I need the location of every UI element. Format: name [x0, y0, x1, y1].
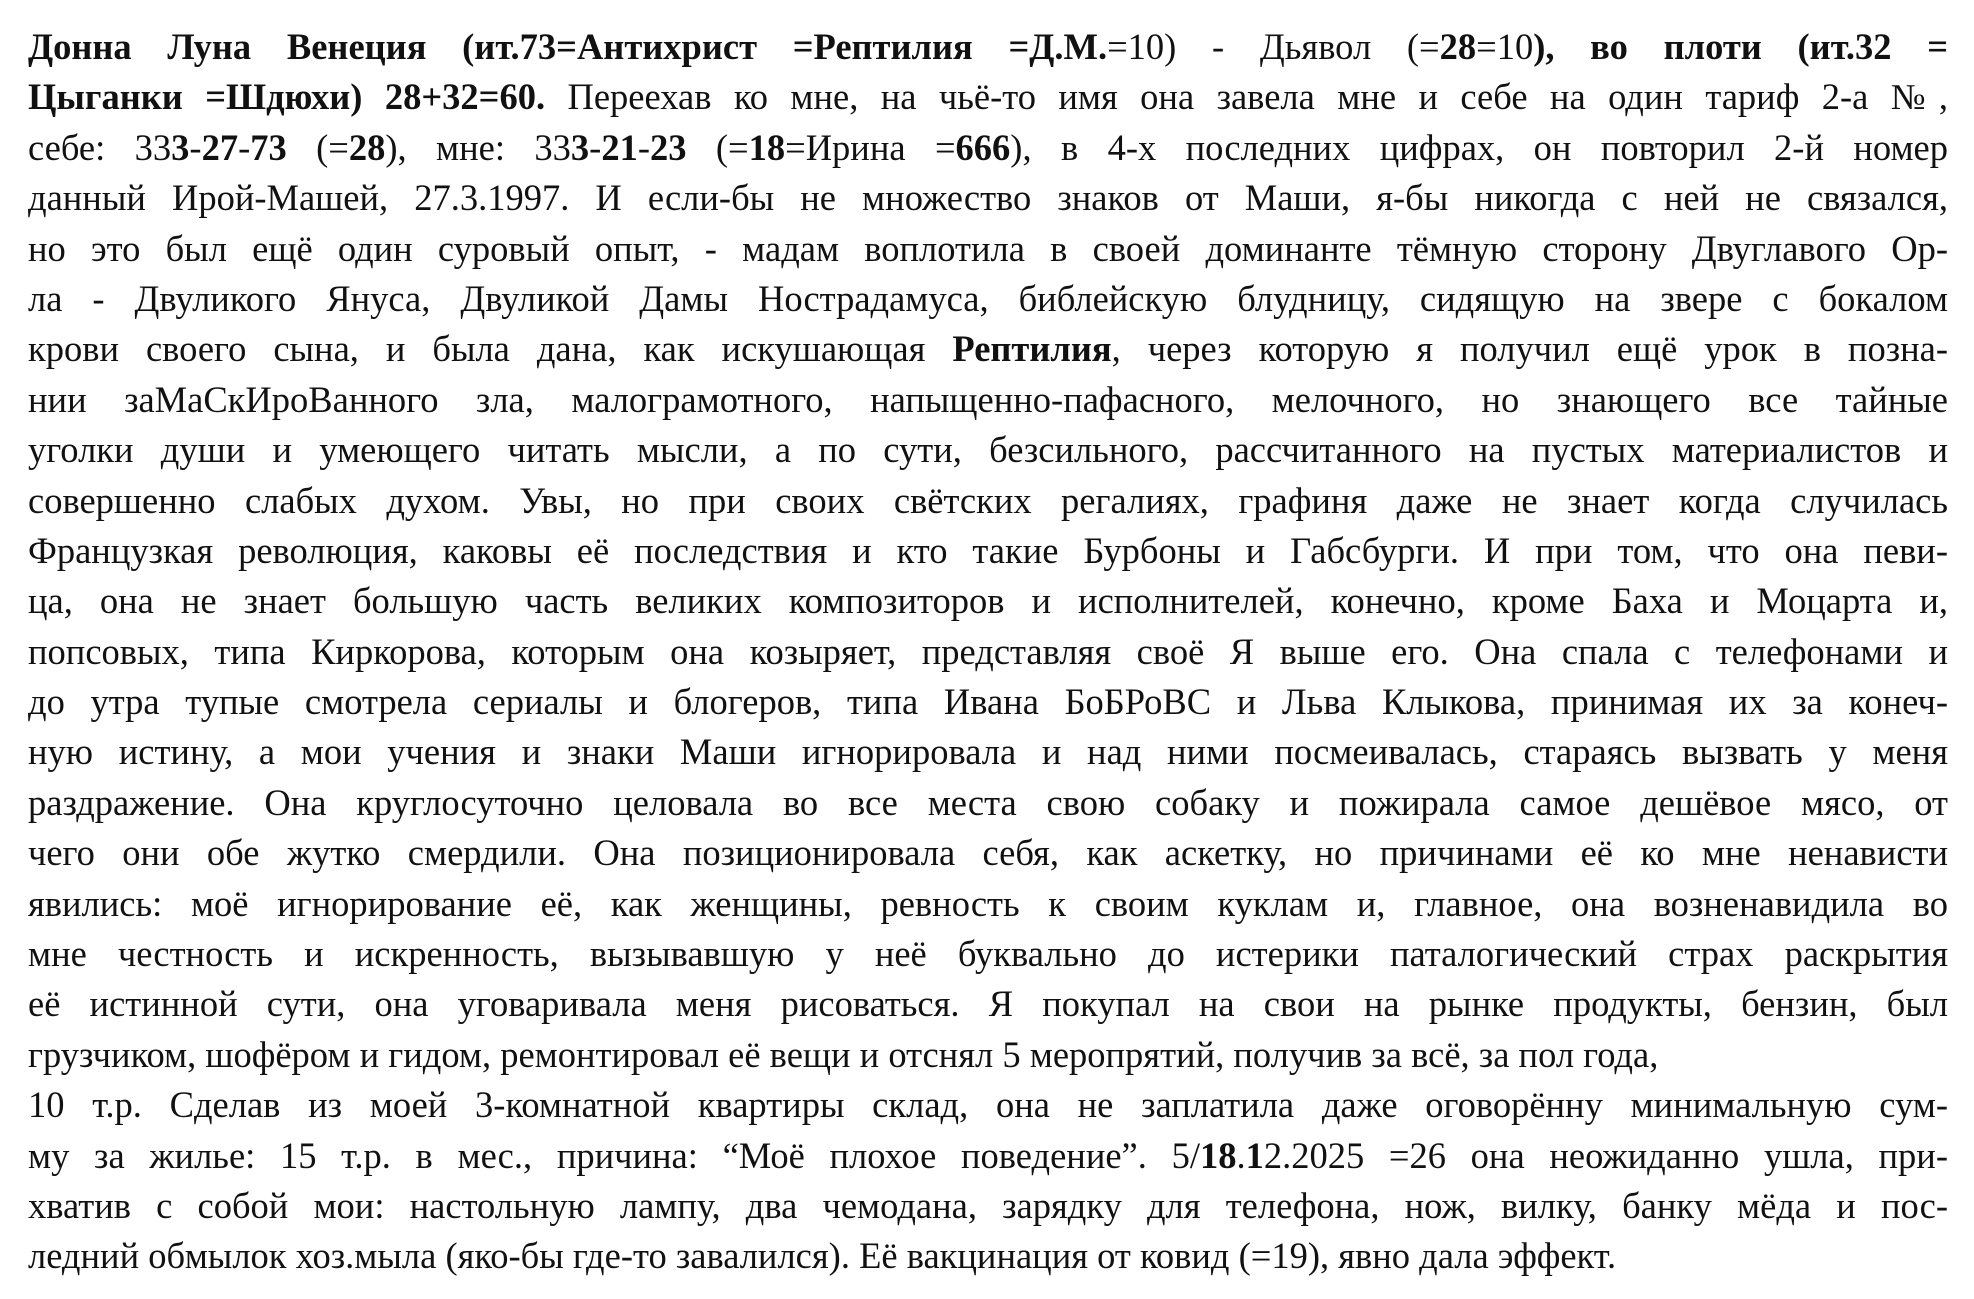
paragraph-line-11: Французкая революция, каковы её последствия и кто такие Бурбоны и Габсбурги. И при том, что она певи-: [28, 529, 1948, 571]
heading-bold-text-2: Цыганки =Шдюхи) 28+32=60.: [28, 76, 546, 118]
paragraph-line-22: 10 т.р. Сделав из моей 3-комнатной квартиры склад, она не заплатила даже оговорённу минимальную сум-: [28, 1084, 1948, 1126]
paragraph-line-25: ледний обмылок хоз.мыла (яко-бы где-то завалился). Её вакцинация от ковид (=19), явно дала эффект.: [28, 1235, 1617, 1277]
paragraph-line-8: нии заМаСкИроВанного зла, малограмотного, напыщенно-пафасного, мелочного, но знающего все тайные: [28, 378, 1948, 420]
paragraph-line-10: совершенно слабых духом. Увы, но при своих свётских регалиях, графиня даже не знает когда случилась: [28, 479, 1948, 521]
reptile-bold-word: Рептилия: [952, 328, 1112, 370]
paragraph-line-1: Донна Луна Венеция (ит.73=Антихрист =Рептилия =Д.М.=10) - Дьявол (=28=10), во плоти (ит.32 =: [28, 26, 1949, 67]
paragraph-line-13: попсовых, типа Киркорова, которым она козыряет, представляя своё Я выше его. Она спала с телефонами и: [28, 630, 1948, 672]
paragraph-line-23: му за жилье: 15 т.р. в мес., причина: “Моё плохое поведение”. 5/18.12.2025 =26 она неожиданно ушла, при-: [28, 1134, 1948, 1176]
paragraph-line-16: раздражение. Она круглосуточно целовала во все места свою собаку и пожирала самое дешёвое мясо, от: [28, 781, 1948, 823]
paragraph-line-6: ла - Двуликого Януса, Двуликой Дамы Нострадамуса, библейскую блудницу, сидящую на звере с бокалом: [28, 277, 1948, 319]
paragraph-line-19: мне честность и искренность, вызывавшую у неё буквально до истерики паталогический страх раскрытия: [28, 933, 1948, 975]
paragraph-line-7: крови своего сына, и была дана, как искушающая Рептилия, через которую я получил ещё урок в позна-: [28, 328, 1948, 370]
paragraph-line-17: чего они обе жутко смердили. Она позиционировала себя, как аскетку, но причинами её ко мне ненависти: [28, 832, 1948, 874]
paragraph-line-12: ца, она не знает большую часть великих композиторов и исполнителей, конечно, кроме Баха и Моцарта и,: [28, 580, 1948, 622]
paragraph-line-4: данный Ирой-Машей, 27.3.1997. И если-бы не множество знаков от Маши, я-бы никогда с ней не связался,: [28, 177, 1948, 219]
paragraph-line-5: но это был ещё один суровый опыт, - мадам воплотила в своей доминанте тёмную сторону Двуглавого Ор-: [28, 227, 1948, 269]
paragraph-line-24: хватив с собой мои: настольную лампу, два чемодана, зарядку для телефона, нож, вилку, банку мёда и пос-: [28, 1184, 1948, 1226]
document-page: [28, 22, 1948, 1282]
paragraph-line-14: до утра тупые смотрела сериалы и блогеров, типа Ивана БоБРоВС и Льва Клыкова, принимая их за конеч-: [28, 681, 1948, 723]
paragraph-line-2: Цыганки =Шдюхи) 28+32=60. Переехав ко мне, на чьё-то имя она завела мне и себе на один тариф 2-а №,: [28, 76, 1948, 118]
paragraph-line-18: явились: моё игнорирование её, как женщины, ревность к своим куклам и, главное, она возненавидила во: [28, 882, 1948, 924]
paragraph-line-15: ную истину, а мои учения и знаки Маши игнорировала и над ними посмеивалась, стараясь вызвать у меня: [28, 731, 1948, 773]
paragraph-line-9: уголки души и умеющего читать мысли, а по сути, безсильного, рассчитанного на пустых материалистов и: [28, 429, 1948, 471]
paragraph-line-20: её истинной сути, она уговаривала меня рисоваться. Я покупал на свои на рынке продукты, бензин, был: [28, 983, 1948, 1025]
paragraph-line-3: себе: 333-27-73 (=28), мне: 333-21-23 (=18=Ирина =666), в 4-х последних цифрах, он повторил 2-й номер: [28, 126, 1949, 168]
heading-bold-text: Донна Луна Венеция (ит.73=Антихрист =Рептилия =Д.М.: [28, 26, 1108, 67]
paragraph-line-21: грузчиком, шофёром и гидом, ремонтировал её вещи и отснял 5 меропрятий, получив за всё, за пол года,: [28, 1033, 1659, 1075]
